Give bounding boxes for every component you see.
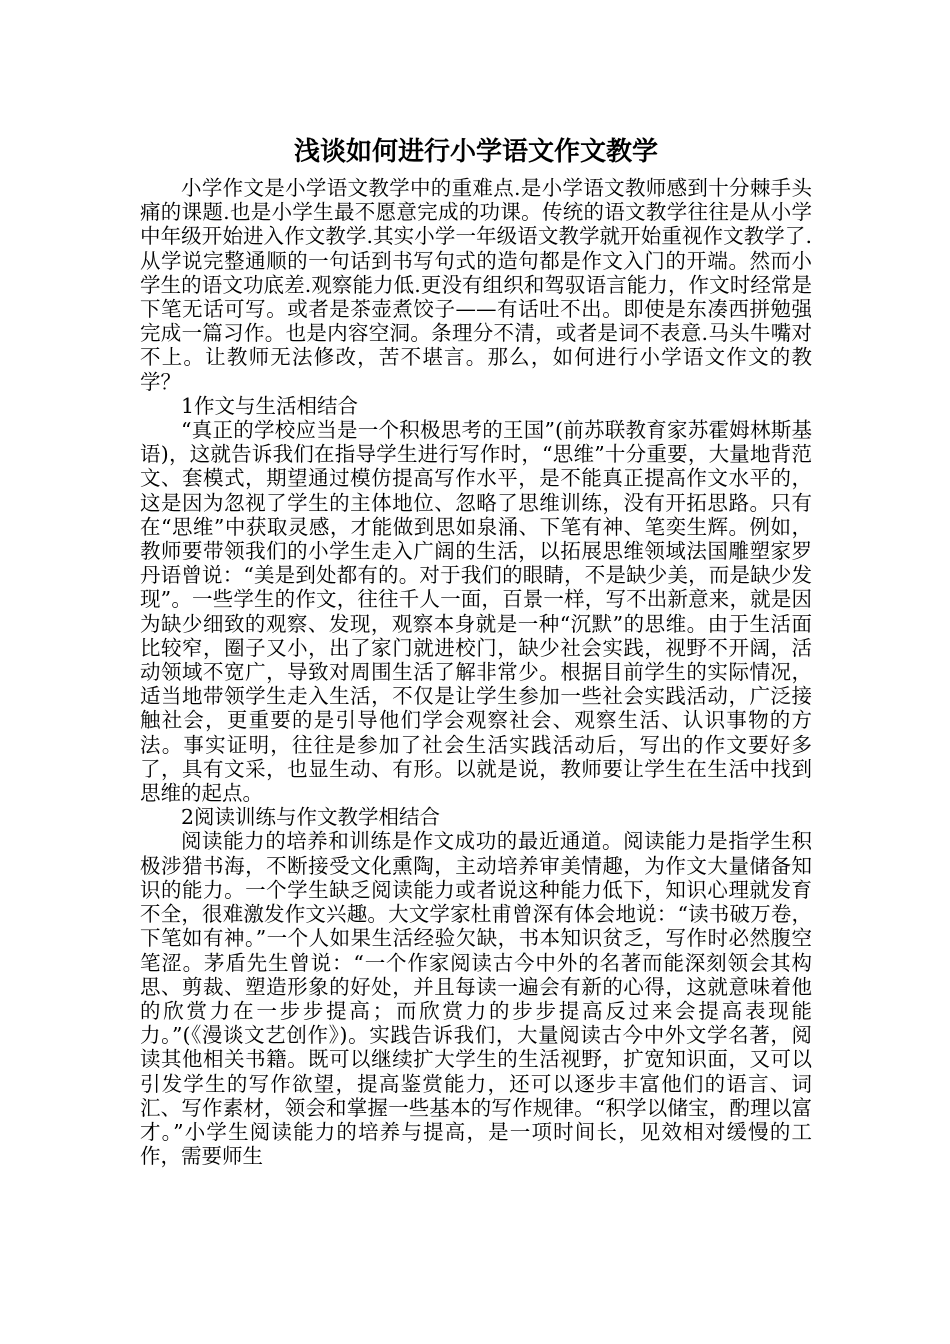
document-body [140,132,812,1168]
section-paragraph-1: “真正的学校应当是一个积极思考的王国”(前苏联教育家苏霍姆林斯基语)，这就告诉我们在指导学生进行写作时，“思维”十分重要，大量地背范文、套模式，期望通过模仿提高写作水平，是不能真正提高作文水平的，这是因为忽视了学生的主体地位、忽略了思维训练，没有开拓思路。只有在“思维”中获取灵感，才能做到思如泉涌、下笔有神、笔奕生辉。例如，教师要带领我们的小学生走入广阔的生活，以拓展思维领域法国雕塑家罗丹语曾说：“美是到处都有的。对于我们的眼睛，不是缺少美，而是缺少发现”。一些学生的作文，往往千人一面，百景一样，写不出新意来，就是因为缺少细致的观察、发现，观察本身就是一种“沉默”的思维。由于生活面比较窄，圈子又小，出了家门就进校门，缺少社会实践，视野不开阔，活动领域不宽广，导致对周围生活了解非常少。根据目前学生的实际情况，适当地带领学生走入生活，不仅是让学生参加一些社会实践活动，广泛接触社会，更重要的是引导他们学会观察社会、观察生活、认识事物的方法。事实证明，往往是参加了社会生活实践活动后，写出的作文要好多了，具有文采，也显生动、有形。以就是说，教师要让学生在生活中找到思维的起点。 [140,418,812,806]
document-title: 浅谈如何进行小学语文作文教学 [293,137,658,167]
section-heading-1: 1作文与生活相结合 [181,393,359,418]
intro-paragraph: 小学作文是小学语文教学中的重难点.是小学语文教师感到十分棘手头痛的课题.也是小学生最不愿意完成的功课。传统的语文教学往往是从小学中年级开始进入作文教学.其实小学一年级语文教学就开始重视作文教学了.从学说完整通顺的一句话到书写句式的造句都是作文入门的开端。然而小学生的语文功底差.观察能力低.更没有组织和驾驭语言能力，作文时经常是下笔无话可写。或者是茶壶煮饺子——有话吐不出。即使是东凑西拼勉强完成一篇习作。也是内容空洞。条理分不清，或者是词不表意.马头牛嘴对不上。让教师无法修改，苦不堪言。那么，如何进行小学语文作文的教学？ [140,176,812,394]
section-heading-2: 2阅读训练与作文教学相结合 [181,805,441,830]
section-paragraph-2: 阅读能力的培养和训练是作文成功的最近通道。阅读能力是指学生积极涉猎书海，不断接受文化熏陶，主动培养审美情趣，为作文大量储备知识的能力。一个学生缺乏阅读能力或者说这种能力低下，知识心理就发育不全，很难激发作文兴趣。大文学家杜甫曾深有体会地说：“读书破万卷，下笔如有神。”一个人如果生活经验欠缺，书本知识贫乏，写作时必然腹空笔涩。茅盾先生曾说：“一个作家阅读古今中外的名著而能深刻领会其构思、剪裁、塑造形象的好处，并且每读一遍会有新的心得，这就意味着他的欣赏力在一步步提高；而欣赏力的步步提高反过来会提高表现能力。”(《漫谈文艺创作》)。实践告诉我们，大量阅读古今中外文学名著，阅读其他相关书籍。既可以继续扩大学生的生活视野，扩宽知识面，又可以引发学生的写作欲望，提高鉴赏能力，还可以逐步丰富他们的语言、词汇、写作素材，领会和掌握一些基本的写作规律。“积学以储宝，酌理以富才。”小学生阅读能力的培养与提高，是一项时间长，见效相对缓慢的工作，需要师生 [140,829,812,1169]
